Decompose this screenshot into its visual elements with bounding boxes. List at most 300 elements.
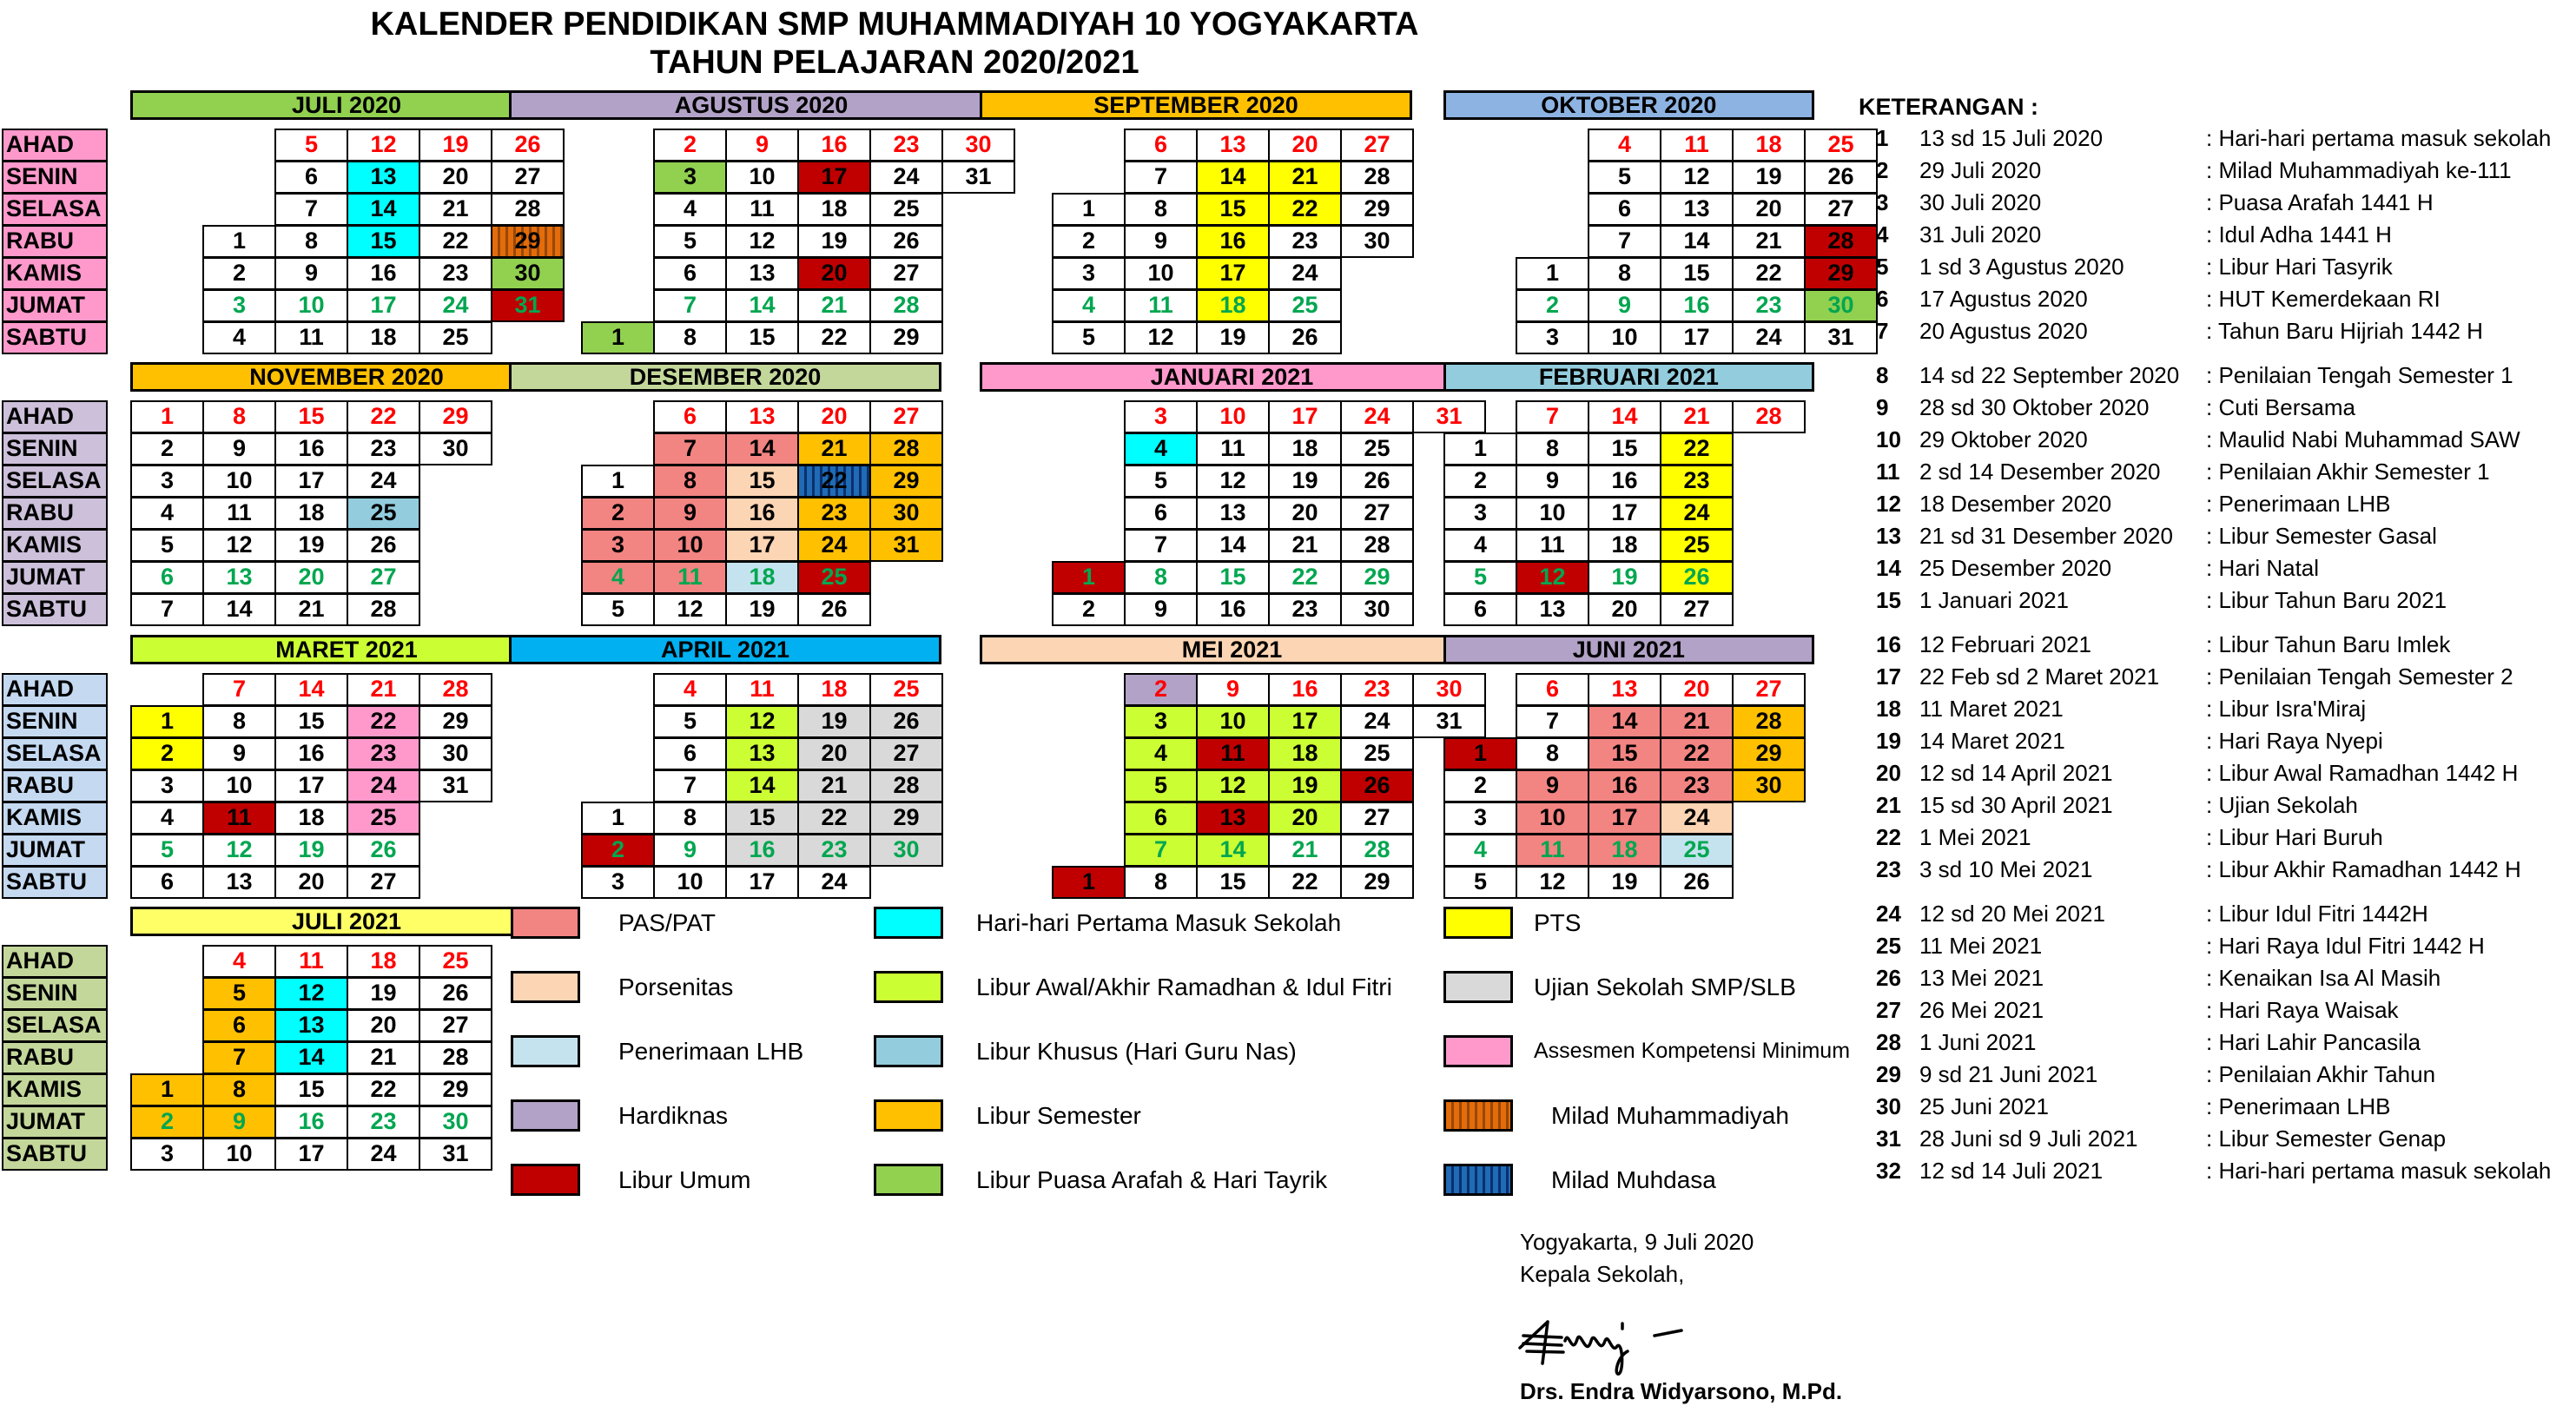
calendar-day: 17: [1268, 400, 1342, 433]
calendar-day: 8: [653, 465, 727, 498]
calendar-day: 29: [419, 1073, 492, 1106]
calendar-day: 5: [1443, 561, 1517, 594]
calendar-day: 20: [1268, 497, 1342, 530]
calendar-day: 17: [1588, 802, 1661, 835]
calendar-day: 30: [491, 257, 565, 290]
calendar-day: 6: [653, 737, 727, 770]
month-header: DESEMBER 2020: [509, 362, 941, 392]
keterangan-number: 29: [1876, 1061, 1901, 1087]
calendar-day: 23: [1732, 289, 1806, 322]
calendar-day: 12: [725, 225, 799, 258]
calendar-day: 19: [797, 705, 871, 738]
calendar-day: 14: [725, 769, 799, 802]
month-header: AGUSTUS 2020: [509, 90, 1014, 120]
calendar-day: 14: [1196, 529, 1270, 562]
day-label: JUMAT: [2, 289, 108, 322]
calendar-day: 26: [1804, 161, 1878, 194]
keterangan-date: 13 Mei 2021: [1919, 965, 2044, 991]
calendar-day: 21: [1268, 161, 1342, 194]
calendar-day: 2: [130, 1106, 204, 1139]
keterangan-desc: : Penilaian Tengah Semester 1: [2206, 362, 2513, 388]
calendar-day: 4: [581, 561, 655, 594]
calendar-day: 20: [797, 737, 871, 770]
calendar-day: 10: [1124, 257, 1198, 290]
keterangan-desc: : Hari Lahir Pancasila: [2206, 1029, 2421, 1055]
day-label: SABTU: [2, 593, 108, 626]
calendar-day: 2: [130, 432, 204, 465]
calendar-day: 17: [347, 289, 420, 322]
calendar-day: 25: [869, 193, 943, 226]
keterangan-desc: : Libur Semester Gasal: [2206, 523, 2437, 549]
calendar-day: 15: [1196, 193, 1270, 226]
calendar-day: 3: [1052, 257, 1126, 290]
day-label: KAMIS: [2, 1073, 108, 1106]
calendar-day: 3: [653, 161, 727, 194]
calendar-day: 7: [202, 1041, 276, 1074]
calendar-day: 15: [1588, 432, 1661, 465]
calendar-day: 16: [725, 497, 799, 530]
keterangan-desc: : Hari Raya Nyepi: [2206, 728, 2383, 754]
calendar-day: 5: [202, 977, 276, 1010]
calendar-day: 9: [1516, 769, 1589, 802]
calendar-day: 28: [419, 673, 492, 706]
calendar-day: 4: [130, 802, 204, 835]
calendar-day: 20: [1588, 593, 1661, 626]
calendar-day: 30: [1412, 673, 1486, 706]
calendar-day: 15: [725, 802, 799, 835]
calendar-day: 19: [725, 593, 799, 626]
calendar-day: 31: [419, 769, 492, 802]
calendar-day: 28: [1340, 834, 1414, 867]
calendar-day: 16: [274, 1106, 348, 1139]
keterangan-number: 20: [1876, 760, 1901, 786]
legend-label: Milad Muhdasa: [1551, 1166, 1716, 1193]
calendar-day: 3: [130, 1138, 204, 1171]
calendar-day: 27: [1804, 193, 1878, 226]
calendar-day: 5: [653, 705, 727, 738]
keterangan-date: 12 sd 14 Juli 2021: [1919, 1158, 2104, 1184]
calendar-day: 16: [347, 257, 420, 290]
legend-label: Milad Muhammadiyah: [1551, 1102, 1789, 1129]
calendar-day: 26: [491, 129, 565, 162]
calendar-day: 26: [1340, 769, 1414, 802]
calendar-day: 3: [130, 465, 204, 498]
keterangan-number: 11: [1876, 459, 1900, 485]
title-line-1: KALENDER PENDIDIKAN SMP MUHAMMADIYAH 10 YOGYAKARTA: [370, 6, 1419, 43]
keterangan-number: 24: [1876, 901, 1901, 927]
calendar-day: 12: [1516, 561, 1589, 594]
calendar-day: 30: [419, 432, 492, 465]
keterangan-date: 17 Agustus 2020: [1919, 286, 2088, 312]
month-header: NOVEMBER 2020: [130, 362, 563, 392]
calendar-day: 3: [1443, 802, 1517, 835]
calendar-day: 6: [653, 257, 727, 290]
calendar-day: 12: [1516, 866, 1589, 899]
calendar-day: 26: [347, 834, 420, 867]
day-label: SENIN: [2, 161, 108, 194]
calendar-day: 13: [1196, 497, 1270, 530]
calendar-day: 12: [1660, 161, 1734, 194]
legend-label: Libur Semester: [976, 1102, 1141, 1129]
calendar-day: 6: [130, 866, 204, 899]
calendar-day: 30: [419, 1106, 492, 1139]
keterangan-number: 28: [1876, 1029, 1901, 1055]
calendar-day: 13: [274, 1009, 348, 1042]
calendar-day: 4: [1443, 529, 1517, 562]
calendar-day: 19: [1268, 769, 1342, 802]
calendar-day: 15: [1660, 257, 1734, 290]
calendar-day: 10: [1196, 400, 1270, 433]
calendar-day: 6: [1588, 193, 1661, 226]
calendar-day: 11: [653, 561, 727, 594]
day-label: SENIN: [2, 977, 108, 1010]
calendar-day: 1: [1052, 866, 1126, 899]
calendar-day: 21: [1268, 529, 1342, 562]
calendar-day: 11: [1196, 737, 1270, 770]
keterangan-date: 20 Agustus 2020: [1919, 318, 2088, 344]
legend-label: Libur Khusus (Hari Guru Nas): [976, 1038, 1297, 1065]
calendar-day: 5: [581, 593, 655, 626]
calendar-day: 7: [1516, 705, 1589, 738]
calendar-day: 26: [869, 705, 943, 738]
calendar-day: 18: [1268, 432, 1342, 465]
month-header: MEI 2021: [980, 635, 1484, 664]
calendar-day: 9: [1124, 225, 1198, 258]
calendar-day: 27: [1732, 673, 1806, 706]
day-label: AHAD: [2, 945, 108, 978]
calendar-day: 12: [347, 129, 420, 162]
month-header: JANUARI 2021: [980, 362, 1484, 392]
calendar-day: 27: [869, 400, 943, 433]
keterangan-date: 14 sd 22 September 2020: [1919, 362, 2180, 388]
legend-swatch: [511, 907, 580, 939]
calendar-day: 28: [419, 1041, 492, 1074]
calendar-day: 1: [130, 400, 204, 433]
keterangan-desc: : Libur Semester Genap: [2206, 1125, 2447, 1152]
day-label: SELASA: [2, 1009, 108, 1042]
keterangan-date: 1 Juni 2021: [1919, 1029, 2037, 1055]
calendar-day: 18: [347, 321, 420, 354]
calendar-day: 4: [1052, 289, 1126, 322]
calendar-day: 18: [274, 497, 348, 530]
calendar-day: 24: [797, 866, 871, 899]
calendar-day: 7: [202, 673, 276, 706]
calendar-day: 3: [581, 529, 655, 562]
calendar-day: 11: [725, 673, 799, 706]
keterangan-date: 14 Maret 2021: [1919, 728, 2065, 754]
keterangan-number: 15: [1876, 587, 1901, 613]
calendar-day: 12: [202, 834, 276, 867]
keterangan-date: 30 Juli 2020: [1919, 189, 2042, 215]
day-label: AHAD: [2, 129, 108, 162]
calendar-day: 19: [1196, 321, 1270, 354]
calendar-day: 16: [274, 432, 348, 465]
legend-label: Libur Puasa Arafah & Hari Tayrik: [976, 1166, 1328, 1193]
calendar-day: 11: [1516, 834, 1589, 867]
calendar-day: 24: [347, 465, 420, 498]
day-label: SELASA: [2, 465, 108, 498]
calendar-day: 5: [1124, 769, 1198, 802]
keterangan-number: 7: [1876, 318, 1889, 344]
calendar-day: 27: [491, 161, 565, 194]
legend-swatch: [511, 1164, 580, 1196]
calendar-day: 19: [347, 977, 420, 1010]
calendar-day: 23: [347, 737, 420, 770]
calendar-day: 11: [1196, 432, 1270, 465]
day-label: JUMAT: [2, 561, 108, 594]
calendar-day: 24: [797, 529, 871, 562]
calendar-day: 18: [1588, 529, 1661, 562]
signature-place-date: Yogyakarta, 9 Juli 2020: [1520, 1229, 1754, 1255]
calendar-day: 6: [1443, 593, 1517, 626]
calendar-day: 2: [1516, 289, 1589, 322]
keterangan-number: 25: [1876, 933, 1901, 959]
calendar-day: 26: [797, 593, 871, 626]
calendar-day: 14: [1196, 834, 1270, 867]
legend-label: Penerimaan LHB: [618, 1038, 804, 1065]
calendar-day: 19: [797, 225, 871, 258]
calendar-day: 27: [347, 866, 420, 899]
calendar-day: 29: [419, 705, 492, 738]
keterangan-desc: : Hari Raya Waisak: [2206, 997, 2399, 1023]
calendar-day: 18: [797, 193, 871, 226]
month-header: JUNI 2021: [1443, 635, 1814, 664]
calendar-day: 29: [491, 225, 565, 258]
calendar-day: 23: [1268, 225, 1342, 258]
calendar-day: 25: [419, 945, 492, 978]
calendar-day: 1: [202, 225, 276, 258]
calendar-day: 19: [274, 834, 348, 867]
calendar-day: 26: [1268, 321, 1342, 354]
keterangan-desc: : HUT Kemerdekaan RI: [2206, 286, 2441, 312]
calendar-day: 10: [1588, 321, 1661, 354]
calendar-day: 25: [347, 802, 420, 835]
keterangan-date: 31 Juli 2020: [1919, 221, 2042, 248]
calendar-day: 22: [1268, 561, 1342, 594]
calendar-day: 1: [581, 802, 655, 835]
calendar-day: 24: [347, 1138, 420, 1171]
calendar-day: 2: [581, 834, 655, 867]
calendar-day: 9: [653, 497, 727, 530]
calendar-day: 13: [202, 866, 276, 899]
calendar-day: 1: [130, 705, 204, 738]
keterangan-date: 2 sd 14 Desember 2020: [1919, 459, 2161, 485]
calendar-day: 8: [1124, 866, 1198, 899]
keterangan-desc: : Libur Akhir Ramadhan 1442 H: [2206, 856, 2521, 882]
calendar-day: 26: [347, 529, 420, 562]
calendar-day: 23: [1268, 593, 1342, 626]
calendar-day: 15: [1196, 866, 1270, 899]
calendar-day: 17: [274, 1138, 348, 1171]
calendar-day: 1: [130, 1073, 204, 1106]
calendar-day: 18: [1588, 834, 1661, 867]
calendar-day: 10: [274, 289, 348, 322]
calendar-day: 1: [581, 465, 655, 498]
calendar-day: 27: [869, 257, 943, 290]
calendar-day: 8: [653, 321, 727, 354]
calendar-day: 5: [1052, 321, 1126, 354]
calendar-day: 12: [653, 593, 727, 626]
calendar-day: 5: [1124, 465, 1198, 498]
calendar-day: 14: [1588, 400, 1661, 433]
keterangan-desc: : Libur Awal Ramadhan 1442 H: [2206, 760, 2519, 786]
calendar-day: 23: [1660, 769, 1734, 802]
day-label: SABTU: [2, 321, 108, 354]
keterangan-date: 28 Juni sd 9 Juli 2021: [1919, 1125, 2138, 1152]
calendar-day: 7: [653, 769, 727, 802]
keterangan-desc: : Hari-hari pertama masuk sekolah: [2206, 1158, 2552, 1184]
calendar-day: 11: [1516, 529, 1589, 562]
calendar-day: 8: [274, 225, 348, 258]
calendar-day: 9: [274, 257, 348, 290]
keterangan-desc: : Penerimaan LHB: [2206, 491, 2391, 517]
keterangan-number: 14: [1876, 555, 1901, 581]
keterangan-number: 17: [1876, 663, 1901, 690]
calendar-day: 25: [1340, 432, 1414, 465]
calendar-day: 23: [1340, 673, 1414, 706]
legend-label: Hardiknas: [618, 1102, 729, 1129]
calendar-day: 22: [419, 225, 492, 258]
calendar-day: 20: [274, 561, 348, 594]
calendar-day: 8: [1516, 432, 1589, 465]
day-label: RABU: [2, 1041, 108, 1074]
legend-swatch: [511, 971, 580, 1003]
calendar-day: 28: [1732, 705, 1806, 738]
calendar-day: 19: [1588, 561, 1661, 594]
calendar-day: 14: [202, 593, 276, 626]
calendar-day: 5: [653, 225, 727, 258]
calendar-day: 22: [1268, 193, 1342, 226]
calendar-day: 21: [797, 289, 871, 322]
keterangan-number: 31: [1876, 1125, 1901, 1152]
calendar-day: 24: [1268, 257, 1342, 290]
keterangan-number: 12: [1876, 491, 1901, 517]
calendar-day: 27: [1340, 802, 1414, 835]
calendar-day: 3: [581, 866, 655, 899]
calendar-day: 10: [653, 529, 727, 562]
calendar-day: 17: [274, 769, 348, 802]
calendar-day: 5: [274, 129, 348, 162]
calendar-day: 15: [274, 1073, 348, 1106]
signature-role: Kepala Sekolah,: [1520, 1261, 1685, 1287]
calendar-day: 7: [1124, 161, 1198, 194]
calendar-day: 7: [1124, 834, 1198, 867]
keterangan-date: 18 Desember 2020: [1919, 491, 2112, 517]
calendar-day: 23: [1660, 465, 1734, 498]
calendar-day: 16: [797, 129, 871, 162]
keterangan-date: 9 sd 21 Juni 2021: [1919, 1061, 2098, 1087]
calendar-day: 14: [274, 1041, 348, 1074]
keterangan-number: 26: [1876, 965, 1901, 991]
calendar-day: 16: [1660, 289, 1734, 322]
calendar-day: 14: [347, 193, 420, 226]
calendar-day: 12: [725, 705, 799, 738]
signature-name: Drs. Endra Widyarsono, M.Pd.: [1520, 1378, 1843, 1404]
calendar-day: 2: [1443, 465, 1517, 498]
calendar-day: 2: [653, 129, 727, 162]
calendar-day: 1: [1443, 432, 1517, 465]
calendar-day: 10: [202, 465, 276, 498]
calendar-day: 28: [1340, 529, 1414, 562]
keterangan-number: 27: [1876, 997, 1901, 1023]
calendar-day: 27: [1340, 497, 1414, 530]
day-label: AHAD: [2, 400, 108, 433]
keterangan-date: 22 Feb sd 2 Maret 2021: [1919, 663, 2160, 690]
keterangan-desc: : Libur Tahun Baru Imlek: [2206, 631, 2451, 657]
calendar-day: 16: [274, 737, 348, 770]
calendar-day: 5: [130, 529, 204, 562]
calendar-day: 3: [130, 769, 204, 802]
keterangan-date: 25 Desember 2020: [1919, 555, 2112, 581]
calendar-day: 1: [581, 321, 655, 354]
calendar-day: 9: [202, 1106, 276, 1139]
keterangan-desc: : Penilaian Tengah Semester 2: [2206, 663, 2513, 690]
calendar-day: 8: [1124, 561, 1198, 594]
calendar-day: 25: [1660, 529, 1734, 562]
keterangan-date: 3 sd 10 Mei 2021: [1919, 856, 2093, 882]
calendar-day: 22: [1732, 257, 1806, 290]
calendar-day: 5: [1588, 161, 1661, 194]
calendar-day: 20: [1660, 673, 1734, 706]
calendar-day: 11: [202, 497, 276, 530]
calendar-day: 16: [725, 834, 799, 867]
calendar-day: 24: [869, 161, 943, 194]
calendar-day: 12: [1124, 321, 1198, 354]
legend-swatch: [874, 1164, 943, 1196]
legend-swatch: [1443, 971, 1513, 1003]
keterangan-desc: : Hari Raya Idul Fitri 1442 H: [2206, 933, 2485, 959]
calendar-day: 9: [1516, 465, 1589, 498]
calendar-day: 21: [1268, 834, 1342, 867]
keterangan-number: 3: [1876, 189, 1889, 215]
calendar-day: 4: [1443, 834, 1517, 867]
calendar-day: 21: [797, 432, 871, 465]
calendar-day: 20: [1732, 193, 1806, 226]
calendar-day: 7: [130, 593, 204, 626]
calendar-day: 24: [1732, 321, 1806, 354]
legend-label: Porsenitas: [618, 974, 734, 1000]
keterangan-number: 4: [1876, 221, 1889, 248]
calendar-day: 15: [1588, 737, 1661, 770]
calendar-day: 4: [653, 673, 727, 706]
calendar-day: 13: [725, 257, 799, 290]
calendar-day: 19: [1732, 161, 1806, 194]
calendar-day: 25: [1804, 129, 1878, 162]
legend-swatch: [1443, 1099, 1513, 1132]
legend-swatch: [511, 1035, 580, 1067]
calendar-day: 21: [1660, 705, 1734, 738]
keterangan-desc: : Hari-hari pertama masuk sekolah: [2206, 125, 2552, 151]
calendar-day: 9: [1124, 593, 1198, 626]
calendar-day: 25: [1660, 834, 1734, 867]
calendar-day: 31: [869, 529, 943, 562]
calendar-day: 16: [1268, 673, 1342, 706]
calendar-day: 19: [1268, 465, 1342, 498]
calendar-day: 12: [274, 977, 348, 1010]
legend-label: Libur Umum: [618, 1166, 751, 1193]
keterangan-number: 21: [1876, 792, 1901, 818]
calendar-day: 20: [797, 400, 871, 433]
calendar-day: 11: [274, 945, 348, 978]
calendar-day: 4: [130, 497, 204, 530]
calendar-day: 18: [347, 945, 420, 978]
keterangan-title: KETERANGAN :: [1859, 94, 2038, 120]
calendar-day: 15: [725, 321, 799, 354]
calendar-day: 29: [1340, 866, 1414, 899]
calendar-day: 24: [1340, 400, 1414, 433]
calendar-day: 21: [347, 673, 420, 706]
calendar-day: 31: [1412, 400, 1486, 433]
